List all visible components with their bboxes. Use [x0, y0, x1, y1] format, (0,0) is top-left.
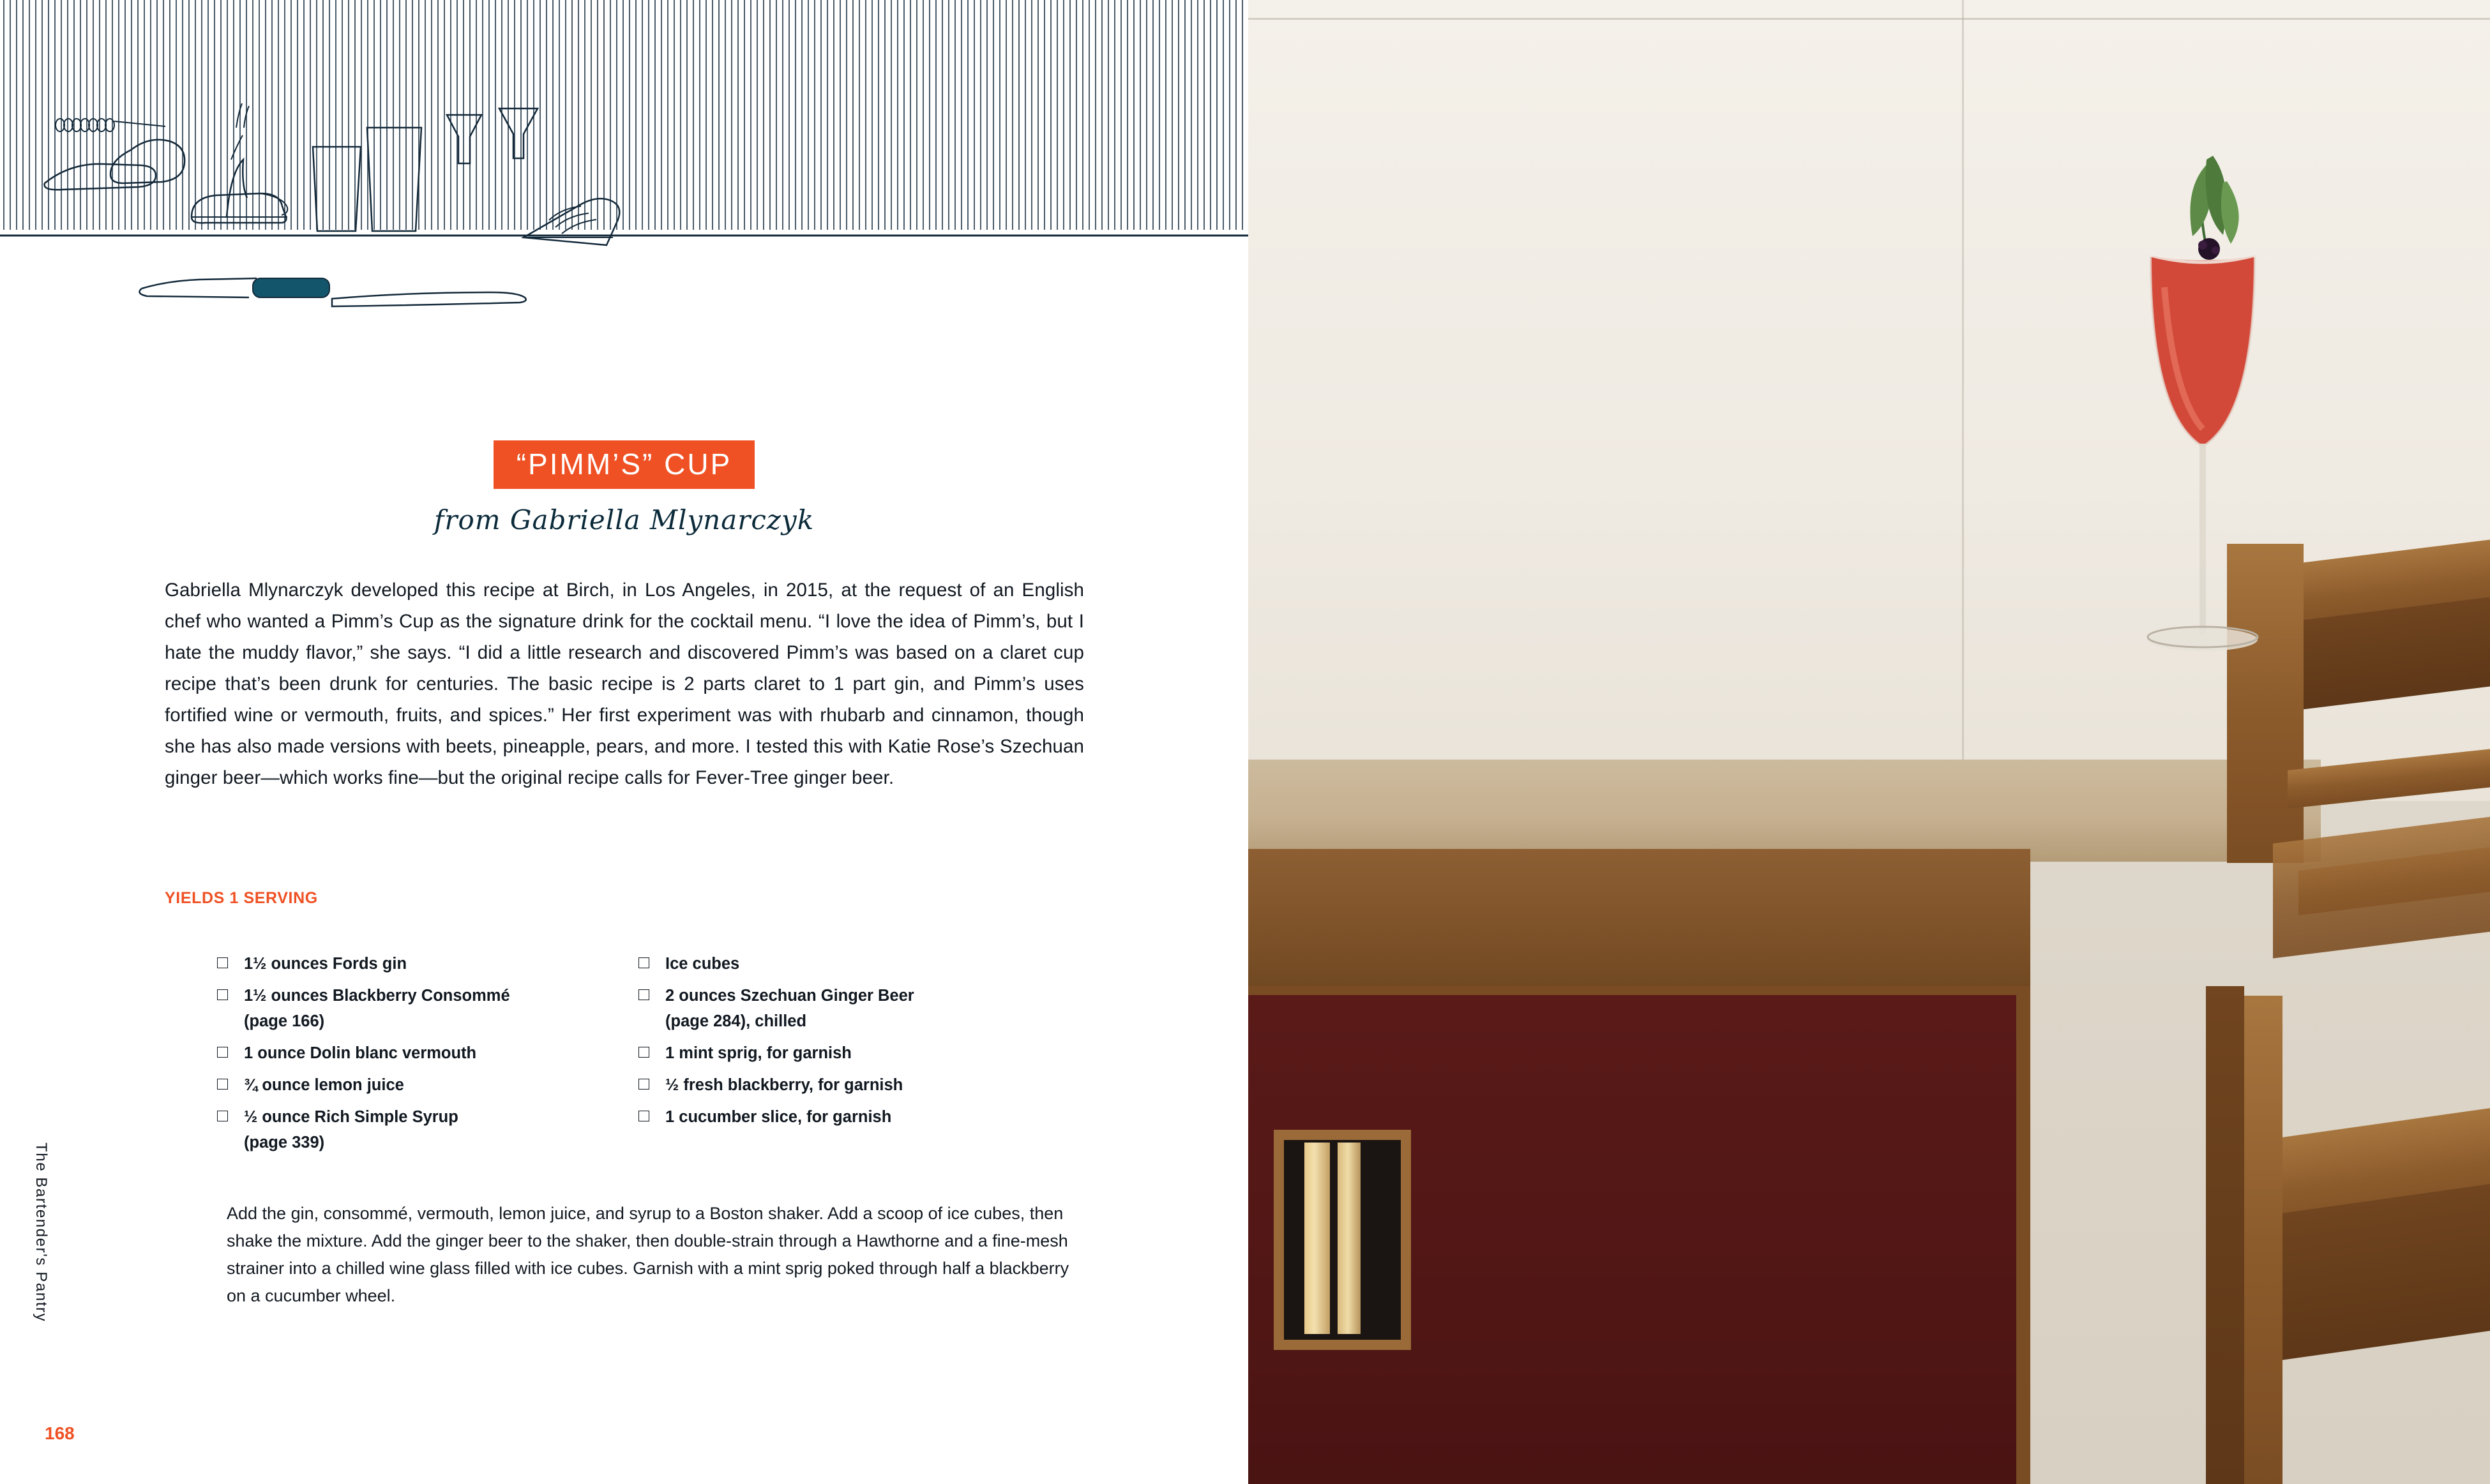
recipe-title: “PIMM’S” CUP — [494, 440, 755, 489]
ingredient-text: Ice cubes — [665, 955, 740, 973]
ingredient-text: 1 ounce Dolin blanc vermouth — [244, 1044, 477, 1062]
photo-wall-seam — [1248, 18, 2490, 20]
barware-line-art-illustration — [0, 0, 1248, 421]
ingredient-item — [217, 1104, 638, 1155]
running-head: The Bartender's Pantry — [33, 1143, 50, 1323]
ingredient-item — [638, 1072, 1060, 1098]
ingredient-text: ¾ ounce lemon juice — [244, 1076, 404, 1094]
checkbox-icon[interactable] — [638, 1047, 649, 1058]
ingredient-item — [217, 1072, 638, 1098]
ingredient-page-ref: (page 166) — [244, 1012, 325, 1030]
photo-cocktail-glass — [2113, 153, 2292, 804]
checkbox-icon[interactable] — [217, 957, 228, 968]
mint-garnish — [2190, 156, 2238, 244]
checkbox-icon[interactable] — [638, 957, 649, 968]
recipe-title-band — [0, 440, 1248, 489]
ingredient-text: ½ fresh blackberry, for garnish — [665, 1076, 903, 1094]
ingredient-item — [217, 951, 638, 977]
ingredient-text: 1 cucumber slice, for garnish — [665, 1108, 892, 1126]
ingredient-item — [638, 1104, 1060, 1130]
ingredient-item — [638, 1040, 1060, 1066]
ingredient-page-ref: (page 284), chilled — [665, 1012, 807, 1030]
drink-liquid — [2150, 255, 2255, 447]
ingredient-page-ref: (page 339) — [244, 1134, 325, 1151]
checkbox-icon[interactable] — [217, 989, 228, 1000]
checkbox-icon[interactable] — [217, 1079, 228, 1090]
checkbox-icon[interactable] — [217, 1111, 228, 1121]
checkbox-icon[interactable] — [638, 1079, 649, 1090]
yields-label: YIELDS 1 SERVING — [165, 889, 318, 907]
photo-shelf-post-shadow — [2206, 986, 2244, 1484]
ingredient-item — [638, 983, 1060, 1034]
photo-bottle-left — [1304, 1143, 1330, 1334]
ingredients-column-left — [217, 951, 638, 1162]
ingredients-list — [217, 951, 1085, 1162]
ingredient-item — [217, 1040, 638, 1066]
ingredient-text: 1 mint sprig, for garnish — [665, 1044, 852, 1062]
recipe-photograph — [1248, 0, 2490, 1484]
ingredient-item — [638, 951, 1060, 977]
ingredients-column-right — [638, 951, 1060, 1162]
glass-stem — [2200, 444, 2206, 635]
ingredient-text: 2 ounces Szechuan Ginger Beer — [665, 987, 914, 1005]
photo-bar-counter-front — [1248, 849, 2030, 999]
page-number: 168 — [45, 1423, 75, 1443]
ingredient-text: ½ ounce Rich Simple Syrup — [244, 1108, 458, 1126]
recipe-byline: from Gabriella Mlynarczyk — [434, 504, 815, 536]
ingredient-text: 1½ ounces Blackberry Consommé — [244, 987, 510, 1005]
checkbox-icon[interactable] — [217, 1047, 228, 1058]
photo-shelf-post-lower — [2238, 996, 2282, 1484]
checkbox-icon[interactable] — [638, 1111, 649, 1121]
photo-bottle-right — [1338, 1143, 1361, 1334]
method-instructions: Add the gin, consommé, vermouth, lemon juice, and syrup to a Boston shaker. Add a scoop of ice cubes, then shake the mixture. Add the ginger beer to the shaker, then double-strain through a Hawthorne and a fine-mesh strainer into a chilled wine glass filled with ice cubes. Garnish with a mint sprig poked through half a blackberry on a cucumber wheel. — [227, 1204, 1069, 1305]
photo-wall-seam-vertical — [1962, 0, 1964, 801]
ingredient-item — [217, 983, 638, 1034]
ingredient-text: 1½ ounces Fords gin — [244, 955, 407, 973]
recipe-intro-paragraph: Gabriella Mlynarczyk developed this recipe at Birch, in Los Angeles, in 2015, at the request of an English chef who wanted a Pimm’s Cup as the signature drink for the cocktail menu. “I love the idea of Pimm’s, but I hate the muddy flavor,” she says. “I did a little research and discovered Pimm’s was based on a claret cup recipe that’s been drunk for centuries. The basic recipe is 2 parts claret to 1 part gin, and Pimm’s uses fortified wine or vermouth, fruits, and spices.” Her first experiment was with rhubarb and cinnamon, though she has also made versions with beets, pineapple, pears, and more. I tested this with Katie Rose’s Szechuan ginger beer—which works fine—but the original recipe calls for Fever-Tree ginger beer. — [165, 580, 1084, 788]
checkbox-icon[interactable] — [638, 989, 649, 1000]
